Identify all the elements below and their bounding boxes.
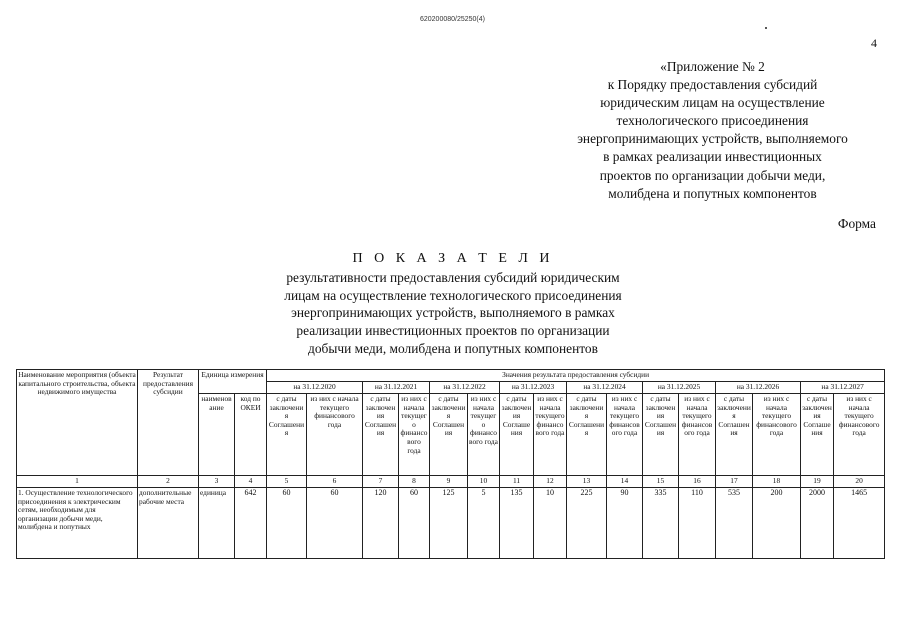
row-value: 1465 <box>834 488 885 559</box>
scan-speck <box>765 27 767 29</box>
appendix-line: «Приложение № 2 <box>660 59 765 74</box>
header-sub: из них с начала текущего финансового года <box>753 394 801 476</box>
header-unit-code: код по ОКЕИ <box>235 394 267 476</box>
header-sub: из них с начала текущего финансового года <box>534 394 567 476</box>
column-number: 4 <box>235 476 267 488</box>
column-number: 17 <box>716 476 753 488</box>
header-unit-name: наименование <box>199 394 235 476</box>
header-sub: с даты заключения Соглашения <box>430 394 468 476</box>
appendix-line: к Порядку предоставления субсидий <box>607 77 818 93</box>
column-number: 8 <box>399 476 430 488</box>
form-label: Форма <box>837 216 876 231</box>
column-number: 9 <box>430 476 468 488</box>
row-value: 120 <box>363 488 399 559</box>
header-values: Значения результата предоставления субсидии <box>267 370 885 382</box>
column-number: 2 <box>138 476 199 488</box>
header-date: на 31.12.2023 <box>500 382 567 394</box>
header-sub: из них с начала текущего финансового года <box>307 394 363 476</box>
row-value: 60 <box>307 488 363 559</box>
header-result: Результат предоставления субсидии <box>138 370 199 476</box>
row-value: 335 <box>643 488 679 559</box>
header-unit: Единица измерения <box>199 370 267 394</box>
column-number: 7 <box>363 476 399 488</box>
row-unit: единица <box>199 488 235 559</box>
column-number: 11 <box>500 476 534 488</box>
header-date: на 31.12.2022 <box>430 382 500 394</box>
header-sub: с даты заключения Соглашения <box>716 394 753 476</box>
column-number: 18 <box>753 476 801 488</box>
header-date: на 31.12.2025 <box>643 382 716 394</box>
column-number: 13 <box>567 476 607 488</box>
row-value: 125 <box>430 488 468 559</box>
row-okei: 642 <box>235 488 267 559</box>
column-number: 1 <box>17 476 138 488</box>
title-line: добычи меди, молибдена и попутных компонентов <box>308 340 598 356</box>
column-number: 12 <box>534 476 567 488</box>
row-value: 90 <box>607 488 643 559</box>
column-number: 16 <box>679 476 716 488</box>
row-value: 60 <box>399 488 430 559</box>
header-sub: с даты заключения Соглашения <box>500 394 534 476</box>
appendix-line: в рамках реализации инвестиционных <box>603 149 822 165</box>
header-sub: из них с начала текущего финансового года <box>834 394 885 476</box>
appendix-line: молибдена и попутных компонентов <box>608 185 817 201</box>
appendix-heading <box>545 58 880 203</box>
document-code: 620200080/25250(4) <box>419 16 485 23</box>
header-date: на 31.12.2027 <box>801 382 885 394</box>
title-line: лицам на осуществление технологического присоединения <box>284 287 622 303</box>
title-main: П О К А З А Т Е Л И <box>352 251 554 266</box>
row-value: 225 <box>567 488 607 559</box>
column-number: 14 <box>607 476 643 488</box>
title-line: реализации инвестиционных проектов по организации <box>296 323 610 339</box>
header-sub: из них с начала текущего финансового года <box>679 394 716 476</box>
title-line: энергопринимающих устройств, выполняемого в рамках <box>291 305 615 321</box>
appendix-line: проектов по организации добычи меди, <box>599 167 826 183</box>
header-sub: с даты заключения Соглашения <box>267 394 307 476</box>
indicators-table <box>16 369 885 559</box>
document-title <box>232 249 674 358</box>
column-number: 3 <box>199 476 235 488</box>
header-sub: с даты заключения Соглашения <box>801 394 834 476</box>
header-event-name: Наименование мероприятия (объекта капитального строительства, объекта недвижимого имущества <box>17 370 138 476</box>
column-number: 6 <box>307 476 363 488</box>
column-number: 5 <box>267 476 307 488</box>
column-number: 10 <box>468 476 500 488</box>
row-value: 110 <box>679 488 716 559</box>
header-sub: из них с начала текущего финансового года <box>607 394 643 476</box>
title-line: результативности предоставления субсидий юридическим <box>286 270 620 285</box>
row-value: 2000 <box>801 488 834 559</box>
header-sub: с даты заключения Соглашения <box>643 394 679 476</box>
row-value: 535 <box>716 488 753 559</box>
header-sub: из них с начала текущего финансового года <box>468 394 500 476</box>
header-date: на 31.12.2021 <box>363 382 430 394</box>
row-value: 60 <box>267 488 307 559</box>
column-number: 19 <box>801 476 834 488</box>
header-sub: из них с начала текущего финансового года <box>399 394 430 476</box>
page-number: 4 <box>871 36 877 50</box>
header-date: на 31.12.2024 <box>567 382 643 394</box>
row-value: 10 <box>534 488 567 559</box>
header-sub: с даты заключения Соглашения <box>567 394 607 476</box>
row-value: 200 <box>753 488 801 559</box>
row-value: 135 <box>500 488 534 559</box>
table-row <box>17 488 885 559</box>
column-number: 20 <box>834 476 885 488</box>
header-date: на 31.12.2020 <box>267 382 363 394</box>
header-date: на 31.12.2026 <box>716 382 801 394</box>
header-sub: с даты заключения Соглашения <box>363 394 399 476</box>
row-value: 5 <box>468 488 500 559</box>
appendix-line: технологического присоединения <box>616 113 809 129</box>
column-number: 15 <box>643 476 679 488</box>
row-event-name: 1. Осуществление технологического присоединения к электрическим сетям, необходимым для организации добычи меди, молибдена и попутных <box>17 488 138 559</box>
appendix-line: энергопринимающих устройств, выполняемого <box>577 131 848 147</box>
row-result: дополнительные рабочие места <box>138 488 199 559</box>
appendix-line: юридическим лицам на осуществление <box>600 95 825 111</box>
